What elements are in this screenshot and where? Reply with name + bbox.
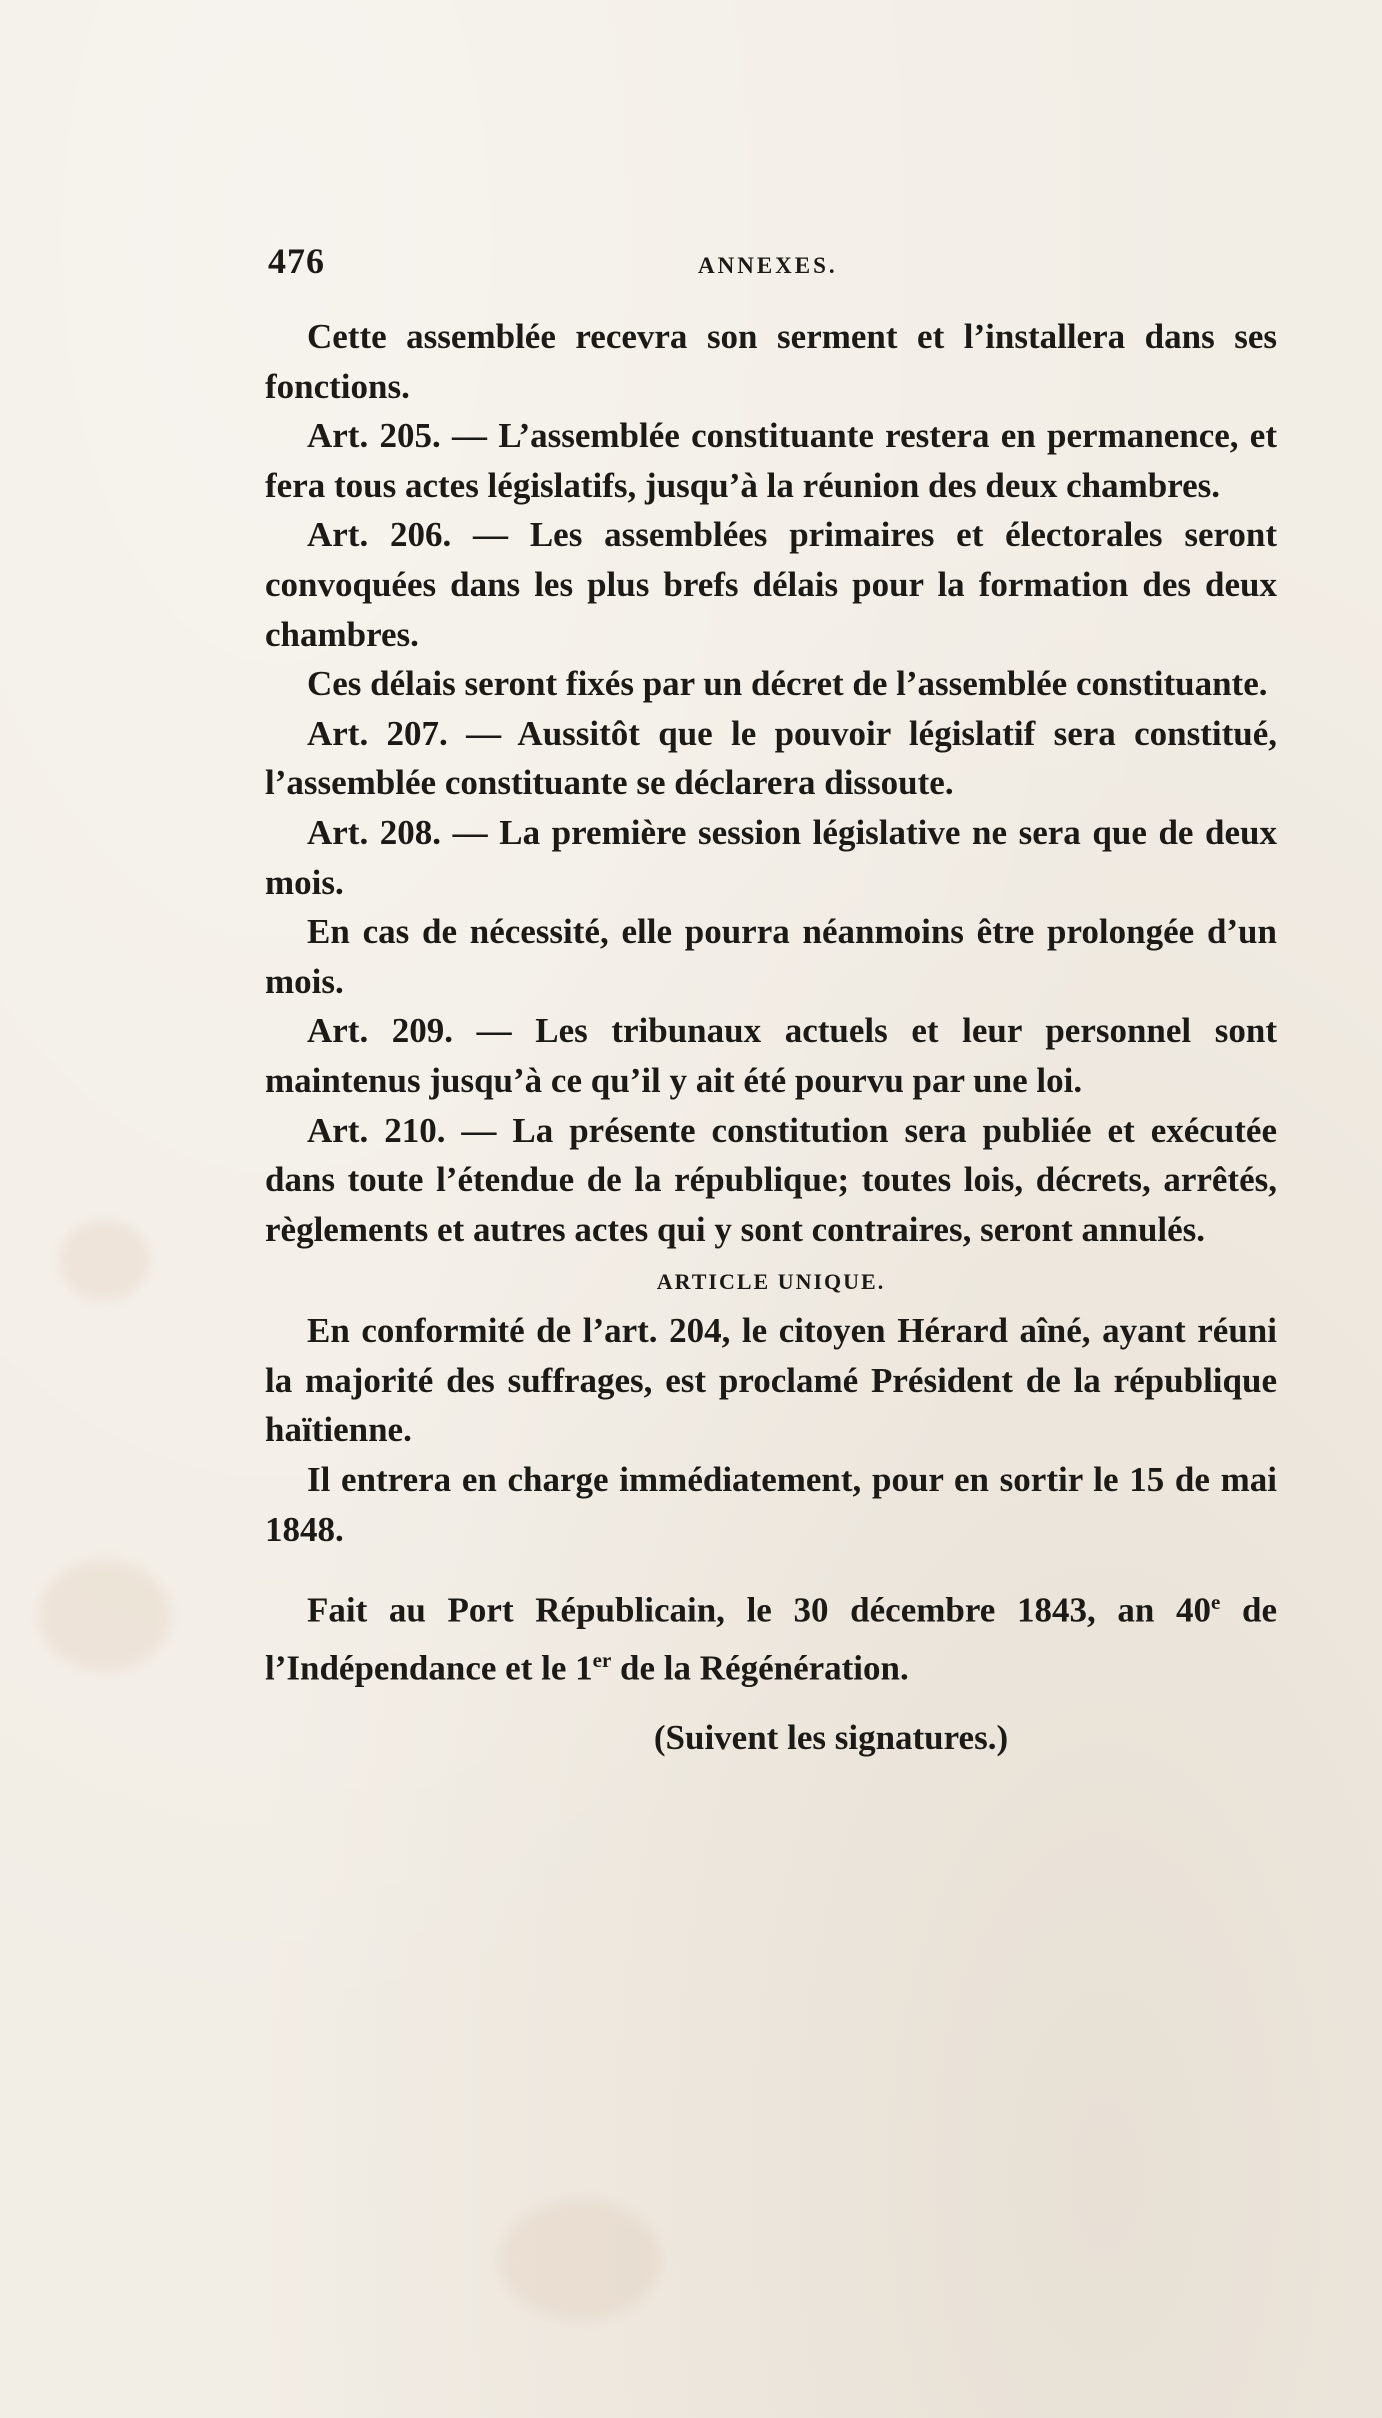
signatures: (Suivent les signatures.) (653, 1717, 1009, 1757)
paragraph: Il entrera en charge immédiatement, pour en sortir le 15 de mai 1848. (265, 1460, 1277, 1549)
paragraph: En conformité de l’art. 204, le citoyen Hérard aîné, ayant réuni la majorité des suffrages, est proclamé Président de la république haïtienne. (265, 1311, 1277, 1450)
ordinal-suffix: er (592, 1647, 612, 1672)
section-title: ARTICLE UNIQUE. (656, 1269, 886, 1295)
paragraph: Art. 206. — Les assemblées primaires et électorales seront convoquées dans les plus brefs délais pour la formation des deux chambres. (265, 515, 1277, 654)
paragraph: Art. 209. — Les tribunaux actuels et leur personnel sont maintenus jusqu’à ce qu’il y ait été pourvu par une loi. (265, 1011, 1277, 1100)
paragraph: Cette assemblée recevra son serment et l’installera dans ses fonctions. (265, 317, 1277, 406)
paragraph: Art. 210. — La présente constitution sera publiée et exécutée dans toute l’étendue de la république; toutes lois, décrets, arrêtés, règlements et autres actes qui y sont contraires, seront annulés. (265, 1110, 1277, 1249)
paper-stain (500, 2200, 660, 2320)
page-header (268, 240, 1278, 288)
paper-stain (40, 1560, 170, 1670)
closing-text: Fait au Port Républicain, le 30 décembre 1843, an 40 (307, 1590, 1211, 1630)
spacer (265, 1554, 1277, 1578)
paragraph: Ces délais seront fixés par un décret de l’assemblée constituante. (307, 664, 1268, 704)
paragraph: En cas de nécessité, elle pourra néanmoins être prolongée d’un mois. (265, 912, 1277, 1001)
paragraph: Art. 207. — Aussitôt que le pouvoir législatif sera constitué, l’assemblée constituante se déclarera dissoute. (265, 713, 1277, 803)
closing-date (265, 1578, 1277, 1693)
paragraph: Art. 205. — L’assemblée constituante restera en permanence, et fera tous actes législatifs, jusqu’à la réunion des deux chambres. (265, 416, 1277, 505)
paper-stain (60, 1220, 150, 1300)
closing-text: de l’Indépendance et le 1 (265, 1590, 1277, 1688)
body-text (265, 312, 1277, 1762)
running-title: ANNEXES. (698, 253, 838, 278)
closing-text: de la Régénération. (611, 1648, 909, 1688)
ordinal-suffix: e (1211, 1590, 1221, 1615)
paragraph: Art. 208. — La première session législative ne sera que de deux mois. (265, 812, 1277, 902)
page-number: 476 (268, 241, 325, 281)
